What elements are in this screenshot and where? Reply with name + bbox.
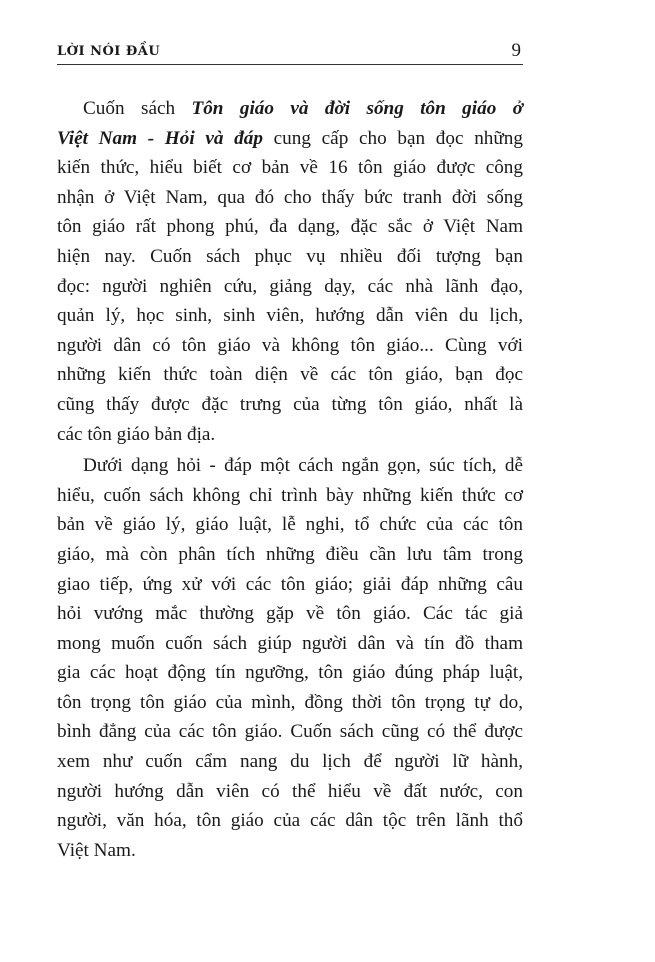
text-segment: Cuốn sách	[83, 98, 192, 119]
text-segment: hỏi vướng mắc thường gặp về tôn giáo. Các tác giả	[57, 603, 523, 625]
text-line	[57, 717, 523, 747]
chapter-title: LỜI NÓI ĐẦU	[57, 44, 161, 59]
body-text	[57, 94, 523, 865]
text-segment: quản lý, học sinh, sinh viên, hướng dẫn viên du lịch,	[57, 305, 523, 327]
text-line	[57, 212, 523, 242]
text-segment: giáo, mà còn phân tích những điều cần lưu tâm trong	[57, 543, 523, 565]
text-segment: tôn trọng tôn giáo của mình, đồng thời tôn trọng tự do,	[57, 691, 523, 713]
paragraph	[57, 94, 523, 449]
text-segment: những kiến thức toàn diện về các tôn giáo, bạn đọc	[57, 364, 523, 386]
text-segment: đọc: người nghiên cứu, giảng dạy, các nhà lãnh đạo,	[57, 275, 523, 297]
text-segment: cung cấp cho bạn đọc những	[262, 127, 523, 149]
text-line	[57, 777, 523, 807]
text-line	[57, 688, 523, 718]
text-line	[57, 331, 523, 361]
text-line	[57, 570, 523, 600]
text-line	[57, 420, 523, 450]
book-title-emphasis: Việt Nam - Hỏi và đáp	[57, 127, 263, 149]
text-segment: bản về giáo lý, giáo luật, lễ nghi, tổ chức của các tôn	[57, 514, 523, 536]
text-line	[57, 153, 523, 183]
text-segment: người hướng dẫn viên có thể hiểu về đất nước, con	[57, 780, 523, 802]
text-line	[57, 658, 523, 688]
text-segment: Việt Nam.	[57, 839, 136, 861]
text-line	[57, 747, 523, 777]
text-line	[57, 360, 523, 390]
text-segment: mong muốn cuốn sách giúp người dân và tín đồ tham	[57, 632, 523, 654]
paragraph	[57, 451, 523, 865]
text-line	[57, 183, 523, 213]
text-line	[57, 451, 523, 481]
text-line	[57, 272, 523, 302]
text-segment: cũng thấy được đặc trưng của từng tôn giáo, nhất là	[57, 393, 523, 415]
text-line	[57, 629, 523, 659]
text-line	[57, 540, 523, 570]
text-segment: các tôn giáo bản địa.	[57, 423, 216, 445]
text-segment: nhận ở Việt Nam, qua đó cho thấy bức tranh đời sống	[57, 186, 523, 208]
text-segment: bình đẳng của các tôn giáo. Cuốn sách cũng có thể được	[57, 721, 523, 743]
text-segment: hiểu, cuốn sách không chỉ trình bày những kiến thức cơ	[57, 484, 523, 506]
text-line	[57, 599, 523, 629]
text-segment: tôn giáo rất phong phú, đa dạng, đặc sắc ở Việt Nam	[57, 216, 523, 238]
text-segment: người dân có tôn giáo và không tôn giáo... Cùng với	[57, 334, 523, 356]
text-line	[57, 124, 523, 154]
text-segment: người, văn hóa, tôn giáo của các dân tộc trên lãnh thổ	[57, 810, 523, 832]
book-title-emphasis: Tôn giáo và đời sống tôn giáo ở	[191, 98, 523, 119]
text-segment: xem như cuốn cẩm nang du lịch để người lữ hành,	[57, 751, 523, 773]
text-line	[57, 390, 523, 420]
text-line	[57, 481, 523, 511]
text-segment: Dưới dạng hỏi - đáp một cách ngắn gọn, súc tích, dễ	[83, 455, 523, 477]
text-line	[57, 836, 523, 866]
text-segment: giao tiếp, ứng xử với các tôn giáo; giải đáp những câu	[57, 573, 523, 595]
text-segment: kiến thức, hiểu biết cơ bản về 16 tôn giáo được công	[57, 157, 523, 179]
text-line	[57, 806, 523, 836]
text-segment: hiện nay. Cuốn sách phục vụ nhiều đối tượng bạn	[57, 245, 523, 267]
text-line	[57, 242, 523, 272]
text-line	[57, 301, 523, 331]
text-segment: gia các hoạt động tín ngưỡng, tôn giáo đúng pháp luật,	[57, 662, 523, 684]
text-line	[57, 510, 523, 540]
page-number: 9	[511, 40, 521, 61]
text-line	[57, 94, 523, 124]
running-header	[57, 38, 523, 65]
